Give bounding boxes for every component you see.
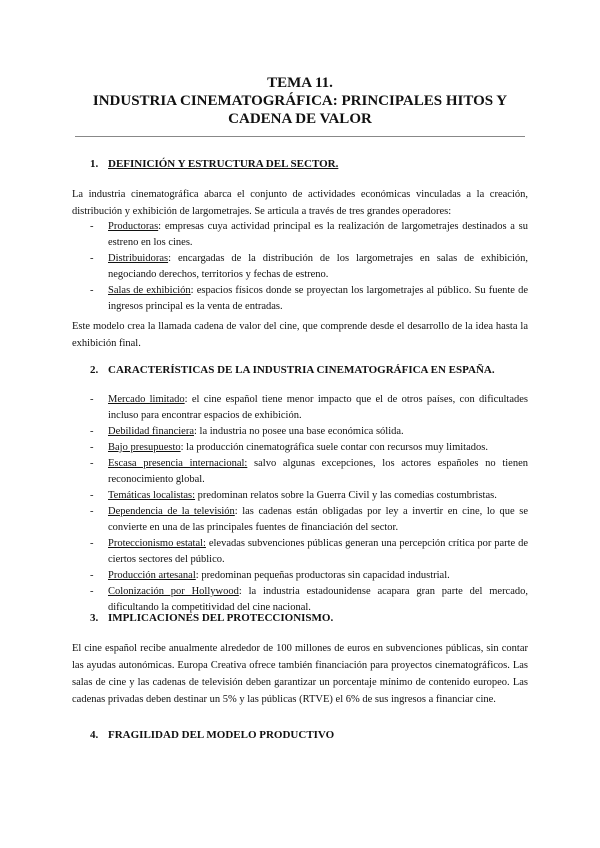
section-2-list [90, 392, 528, 616]
item-term: Debilidad financiera [108, 426, 194, 437]
section-title: FRAGILIDAD DEL MODELO PRODUCTIVO [108, 729, 335, 741]
item-term: Escasa presencia internacional: [108, 458, 248, 469]
section-title: CARACTERÍSTICAS DE LA INDUSTRIA CINEMATOGRÁFICA EN ESPAÑA. [108, 364, 495, 376]
list-item: - Distribuidoras: encargadas de la distribución de los largometrajes en salas de exhibición, negociando derechos, territorios y fechas de estreno. [90, 253, 529, 280]
list-item: - Mercado limitado: el cine español tiene menor impacto que el de otros países, con dificultades incluso para encontrar espacios de exhibición. [90, 394, 529, 421]
list-item: - Proteccionismo estatal: elevadas subvenciones públicas generan una percepción crítica por parte de ciertos sectores del público. [90, 538, 529, 565]
item-term: Colonización por Hollywood [108, 586, 239, 597]
title-line-1: TEMA 11. [267, 75, 333, 91]
title-divider [75, 136, 525, 137]
section-3-paragraph: El cine español recibe anualmente alrededor de 100 millones de euros en subvenciones públicas, sin contar las ayudas autonómicas. Europa Creativa ofrece también financiación para proyectos cinematográficos. Las salas de cine y las cadenas de televisión deben garantizar un porcentaje mínimo de contenido europeo. Las cadenas privadas deben destinar un 5% y las públicas (RTVE) el 6% de sus ingresos a financiar cine. [72, 643, 528, 705]
item-term: Productoras [108, 221, 159, 232]
item-text: elevadas subvenciones públicas generan una percepción crítica por parte de ciertos sectores del público. [108, 538, 529, 565]
item-term: Producción artesanal [108, 570, 196, 581]
list-item: - Colonización por Hollywood: la industria estadounidense acapara gran parte del mercado, dificultando la competitividad del cine nacional. [90, 586, 529, 613]
item-term: Distribuidoras [108, 253, 169, 264]
list-item: - Temáticas localistas: predominan relatos sobre la Guerra Civil y las comedias costumbristas. [90, 490, 497, 501]
section-1-heading [90, 158, 338, 170]
item-term: Proteccionismo estatal: [108, 538, 206, 549]
section-1-list [90, 219, 528, 315]
item-term: Dependencia de la televisión [108, 506, 235, 517]
item-text: espacios físicos donde se proyectan los largometrajes al público. Su fuente de ingresos principal es la venta de entradas. [108, 285, 528, 312]
section-1-outro: Este modelo crea la llamada cadena de valor del cine, que comprende desde el desarrollo de la idea hasta la exhibición final. [72, 321, 528, 349]
item-text: el cine español tiene menor impacto que el de otros países, con dificultades incluso para encontrar espacios de exhibición. [108, 394, 529, 421]
item-term: Salas de exhibición [108, 285, 191, 296]
list-item: - Producción artesanal: predominan pequeñas productoras sin capacidad industrial. [90, 570, 450, 581]
list-item: - Bajo presupuesto: la producción cinematográfica suele contar con recursos muy limitados. [90, 442, 488, 453]
section-number: 3. [90, 612, 99, 624]
item-text: la producción cinematográfica suele contar con recursos muy limitados. [186, 442, 488, 453]
item-term: Temáticas localistas: [108, 490, 196, 501]
section-title: IMPLICACIONES DEL PROTECCIONISMO. [108, 612, 334, 624]
list-item: - Escasa presencia internacional: salvo algunas excepciones, los actores españoles no tienen reconocimiento global. [90, 458, 529, 485]
item-text: encargadas de la distribución de los largometrajes en salas de exhibición, negociando derechos, territorios y fechas de estreno. [108, 253, 529, 280]
document-title [60, 74, 540, 128]
item-text: empresas cuya actividad principal es la realización de largometrajes destinados a su estreno en los cines. [108, 221, 528, 248]
list-item: - Productoras: empresas cuya actividad principal es la realización de largometrajes destinados a su estreno en los cines. [90, 221, 528, 248]
item-text: las cadenas están obligadas por ley a invertir en cine, lo que se convierte en una de las principales fuentes de financiación del sector. [108, 506, 528, 533]
section-4-heading [90, 729, 334, 741]
section-title: DEFINICIÓN Y ESTRUCTURA DEL SECTOR. [108, 158, 339, 170]
item-text: predominan pequeñas productoras sin capacidad industrial. [201, 570, 450, 581]
item-term: Mercado limitado [108, 394, 185, 405]
item-term: Bajo presupuesto [108, 442, 181, 453]
title-line-2: INDUSTRIA CINEMATOGRÁFICA: PRINCIPALES HITOS Y CADENA DE VALOR [92, 93, 508, 127]
list-item: - Salas de exhibición: espacios físicos donde se proyectan los largometrajes al público. Su fuente de ingresos principal es la venta de entradas. [90, 285, 528, 312]
item-text: predominan relatos sobre la Guerra Civil y las comedias costumbristas. [197, 490, 497, 501]
section-number: 2. [90, 364, 99, 376]
item-text: salvo algunas excepciones, los actores españoles no tienen reconocimiento global. [108, 458, 529, 485]
list-item: - Dependencia de la televisión: las cadenas están obligadas por ley a invertir en cine, lo que se convierte en una de las principales fuentes de financiación del sector. [90, 506, 528, 533]
section-number: 4. [90, 729, 99, 741]
section-number: 1. [90, 158, 99, 170]
item-text: la industria estadounidense acapara gran parte del mercado, dificultando la competitividad del cine nacional. [108, 586, 529, 613]
section-2-heading [90, 364, 495, 376]
section-3-heading [90, 612, 333, 624]
list-item: - Debilidad financiera: la industria no posee una base económica sólida. [90, 426, 404, 437]
item-text: la industria no posee una base económica sólida. [199, 426, 404, 437]
section-1-intro: La industria cinematográfica abarca el conjunto de actividades económicas vinculadas a la creación, distribución y exhibición de largometrajes. Se articula a través de tres grandes operadores: [72, 189, 528, 217]
